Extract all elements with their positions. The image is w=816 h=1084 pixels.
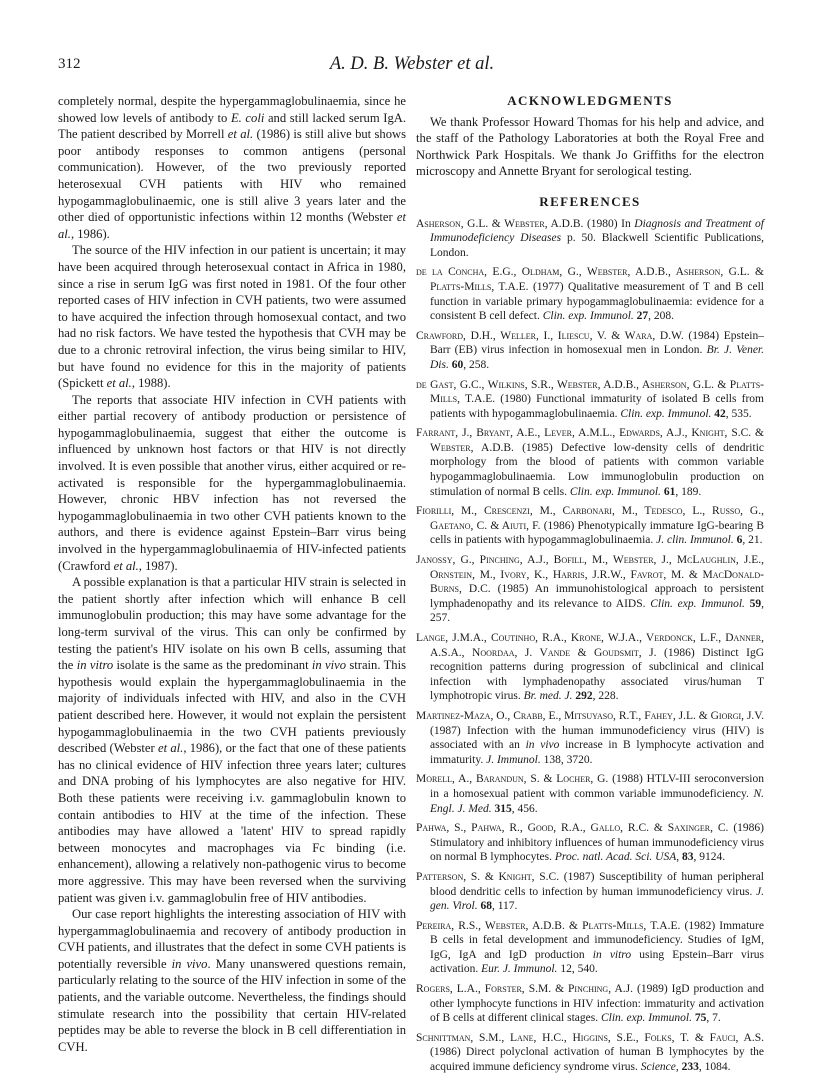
- body-paragraph: Our case report highlights the interesting association of HIV with hypergammaglobulinaemia and recovery of antibody production in CVH patients, and illustrates that the defect in some CVH patients is potentially reversible in vivo. Many unanswered questions remain, particularly relating to the source of the HIV infection in some of the patients, and the variable outcome. Nevertheless, the findings should stimulate research into the possibility that certain HIV-related peptides may be able to reverse the block in B cell differentiation in CVH.: [58, 907, 406, 1054]
- reference-item: Martinez-Maza, O., Crabb, E., Mitsuyaso, R.T., Fahey, J.L. & Giorgi, J.V. (1987) Infection with the human immunodeficiency virus (HIV) is associated with an in vivo increase in B lymphocyte activation and immaturity. J. Immunol. 138, 3720.: [416, 709, 764, 766]
- reference-list: [416, 217, 764, 1075]
- reference-item: Rogers, L.A., Forster, S.M. & Pinching, A.J. (1989) IgD production and other lymphocyte functions in HIV infection: immaturity and activation of B cells at different clinical stages. Clin. exp. Immunol. 75, 7.: [416, 983, 764, 1025]
- references-heading: REFERENCES: [539, 193, 641, 209]
- body-paragraph: completely normal, despite the hypergammaglobulinaemia, since he showed low levels of antibody to E. coli and still lacked serum IgA. The patient described by Morrell et al. (1986) is still alive but shows poor antibody responses to common antigens (personal communication). However, of the two previously reported heterosexual CVH patients with HIV who remained hypogammaglobulinaemic, one is still alive 3 years later and the other died of opportunistic infections within 12 months (Webster et al., 1986).: [58, 94, 406, 241]
- reference-item: Pereira, R.S., Webster, A.D.B. & Platts-Mills, T.A.E. (1982) Immature B cells in fetal development and immunodeficiency. Studies of IgM, IgG, IgA and IgD production in vitro using Epstein–Barr virus activation. Eur. J. Immunol. 12, 540.: [416, 919, 764, 976]
- body-paragraph: A possible explanation is that a particular HIV strain is selected in the patient shortly after infection which will enhance B cell immunoglobulin production; this may have some advantage for the long-term survival of the virus. This can only be confirmed by testing the patient's HIV isolate on his own B cells, assuming that the in vitro isolate is the same as the predominant in vivo strain. This hypothesis would explain the hypergammaglobulinaemia in the majority of individuals infected with HIV, and also in the CVH patient described here. However, it would not explain the persistent hypogammaglobulinaemia in the two CVH patients previously described (Webster et al., 1986), or the fact that one of these patients has no clinical evidence of HIV infection three years later; cultures and DNA probing of his lymphocytes are also negative for HIV. Both these patients were receiving i.v. gammaglobulin known to contain antibodies to HIV at the time of the infection. These antibodies may have allowed a 'latent' HIV to spread rapidly between monocytes and macrophages via Fc binding (i.e. enhancement), allowing a relatively non-pathogenic virus to become more aggressive. This may have been reversed when the surviving patient was given i.v. gammaglobulin free of HIV antibodies.: [58, 575, 406, 905]
- reference-item: Janossy, G., Pinching, A.J., Bofill, M., Webster, J., McLaughlin, J.E., Ornstein, M., Ivory, K., Harris, J.R.W., Favrot, M. & MacDonald-Burns, D.C. (1985) An immunohistological approach to persistent lymphadenopathy and its relevance to AIDS. Clin. exp. Immunol. 59, 257.: [416, 554, 765, 625]
- reference-item: Lange, J.M.A., Coutinho, R.A., Krone, W.J.A., Verdonck, L.F., Danner, A.S.A., Noordaa, J. Vande & Goudsmit, J. (1986) Distinct IgG recognition patterns during progression of subclinical and clinical infection with lymphadenopathy associated virus/human T lymphotropic virus. Br. med. J. 292, 228.: [416, 632, 765, 703]
- body-paragraph: The reports that associate HIV infection in CVH patients with either partial recovery of antibody production or persistence of hypogammaglobulinaemia, suggest that either the outcome is influenced by unknown host factors or that HIV is not directly involved. It is even possible that another virus, either acquired or re-activated is responsible for the hypergammaglobulinaemia. However, chronic HBV infection has not reversed the hypogammaglobulinaemia in two other CVH patients known to the authors, and there is evidence against Epstein–Barr virus being involved in the hypergammaglobulinaemia of HIV-infected patients (Crawford et al., 1987).: [58, 392, 406, 573]
- page-header: [58, 56, 766, 80]
- body-paragraph: The source of the HIV infection in our patient is uncertain; it may have been acquired through heterosexual contact in Africa in 1980, since a rise in serum IgG was first noted in 1981. Of the four other reported cases of HIV infection in CVH patients, two were assumed to have acquired the infection through homosexual contact, and two had no risk factors. We have tested the hypothesis that CVH may be due to a chronic retroviral infection, the virus being similar to HIV, but have found no evidence for this in the majority of patients (Spickett et al., 1988).: [58, 243, 406, 391]
- page-number: 312: [58, 56, 81, 72]
- reference-item: Crawford, D.H., Weller, I., Iliescu, V. & Wara, D.W. (1984) Epstein–Barr (EB) virus infection in homosexual men in London. Br. J. Vener. Dis. 60, 258.: [416, 329, 764, 371]
- reference-item: Asherson, G.L. & Webster, A.D.B. (1980) In Diagnosis and Treatment of Immunodeficiency Diseases p. 50. Blackwell Scientific Publications, London.: [416, 217, 764, 259]
- reference-item: Schnittman, S.M., Lane, H.C., Higgins, S.E., Folks, T. & Fauci, A.S. (1986) Direct polyclonal activation of human B lymphocytes by the acquired immune deficiency syndrome virus. Science, 233, 1084.: [416, 1031, 764, 1074]
- reference-item: Morell, A., Barandun, S. & Locher, G. (1988) HTLV-III seroconversion in a homosexual patient with common variable immunodeficiency. N. Engl. J. Med. 315, 456.: [416, 773, 764, 815]
- running-head: A. D. B. Webster et al.: [329, 54, 495, 74]
- reference-item: Patterson, S. & Knight, S.C. (1987) Susceptibility of human peripheral blood dendritic cells to infection by human immunodeficiency virus. J. gen. Virol. 68, 117.: [416, 870, 764, 913]
- left-column: [58, 93, 406, 1055]
- reference-item: de Gast, G.C., Wilkins, S.R., Webster, A.D.B., Asherson, G.L. & Platts-Mills, T.A.E. (1980) Functional immaturity of isolated B cells from patients with hypogammaglobulinaemia. Clin. exp. Immunol. 42, 535.: [416, 378, 764, 420]
- reference-item: Pahwa, S., Pahwa, R., Good, R.A., Gallo, R.C. & Saxinger, C. (1986) Stimulatory and inhibitory influences of human immunodeficiency virus on normal B lymphocytes. Proc. natl. Acad. Sci. USA, 83, 9124.: [416, 822, 764, 864]
- right-column: [416, 93, 764, 1080]
- acknowledgments-text: We thank Professor Howard Thomas for his help and advice, and the staff of the Pathology Laboratories at both the Royal Free and Northwick Park Hospitals. We thank Jo Griffiths for the electron microscopy and Annette Bryant for serological testing.: [416, 114, 764, 179]
- acknowledgments-heading: ACKNOWLEDGMENTS: [507, 93, 673, 108]
- reference-item: Farrant, J., Bryant, A.E., Lever, A.M.L., Edwards, A.J., Knight, S.C. & Webster, A.D.B. (1985) Defective low-density cells of dendritic morphology from the blood of patients with common variable hypogammaglobulinaemia. Low immunoglobulin production on stimulation of normal B cells. Clin. exp. Immunol. 61, 189.: [416, 427, 764, 498]
- reference-item: de la Concha, E.G., Oldham, G., Webster, A.D.B., Asherson, G.L. & Platts-Mills, T.A.E. (1977) Qualitative measurement of T and B cell function in variable primary hypogammaglobulinaemia: evidence for a consistent B cell defect. Clin. exp. Immunol. 27, 208.: [416, 266, 764, 323]
- reference-item: Fiorilli, M., Crescenzi, M., Carbonari, M., Tedesco, L., Russo, G., Gaetano, C. & Aiuti, F. (1986) Phenotypically immature IgG-bearing B cells in patients with hypogammaglobulinaemia. J. clin. Immunol. 6, 21.: [416, 505, 764, 547]
